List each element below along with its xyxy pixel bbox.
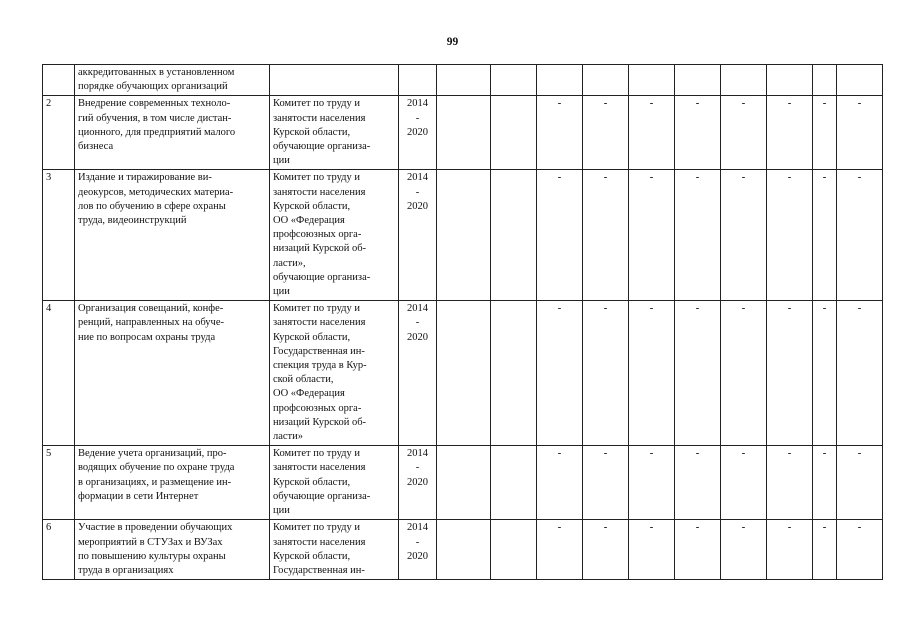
- row-number: 6: [43, 520, 75, 580]
- executor-line: Курской области,: [273, 200, 351, 212]
- period-line: 2014: [407, 448, 428, 460]
- value-cell: -: [813, 96, 837, 170]
- value-cell: [491, 301, 537, 446]
- event-line: труда в организациях: [78, 564, 174, 576]
- value-cell: -: [675, 446, 721, 520]
- value-cell: -: [629, 96, 675, 170]
- executor-cell: [270, 301, 399, 446]
- value-cell: -: [813, 520, 837, 580]
- period-cell: [399, 520, 437, 580]
- table-row: [43, 65, 883, 96]
- event-line: лов по обучению в сфере охраны: [78, 200, 226, 212]
- executor-line: занятости населения: [273, 462, 366, 474]
- value-cell: -: [537, 96, 583, 170]
- executor-line: Комитет по труду и: [273, 448, 361, 460]
- executor-line: спекция труда в Кур-: [273, 360, 367, 372]
- row-number: 2: [43, 96, 75, 170]
- executor-line: Государственная ин-: [273, 564, 365, 576]
- executor-line: ласти»: [273, 431, 304, 443]
- value-cell: -: [767, 170, 813, 301]
- period-line: -: [415, 462, 420, 474]
- event-line: Издание и тиражирование ви-: [78, 172, 212, 184]
- period-cell: [399, 170, 437, 301]
- value-cell: -: [837, 96, 883, 170]
- row-number: 4: [43, 301, 75, 446]
- event-cell: [75, 301, 270, 446]
- value-cell: -: [583, 301, 629, 446]
- event-cell: [75, 65, 270, 96]
- event-cell: [75, 96, 270, 170]
- event-line: труда, видеоинструкций: [78, 215, 187, 227]
- period-line: 2020: [407, 126, 428, 138]
- executor-line: профсоюзных орга-: [273, 229, 362, 241]
- period-line: 2020: [407, 200, 428, 212]
- event-line: бизнеса: [78, 141, 114, 153]
- period-line: -: [415, 112, 420, 124]
- period-line: 2014: [407, 522, 428, 534]
- value-cell: -: [675, 170, 721, 301]
- executor-line: Государственная ин-: [273, 345, 365, 357]
- value-cell: -: [837, 446, 883, 520]
- event-line: водящих обучение по охране труда: [78, 462, 235, 474]
- executor-line: Курской области,: [273, 331, 351, 343]
- event-line: порядке обучающих организаций: [78, 81, 228, 93]
- executor-line: Комитет по труду и: [273, 98, 361, 110]
- event-line: мероприятий в СТУЗах и ВУЗах: [78, 536, 223, 548]
- executor-cell: [270, 170, 399, 301]
- executor-line: низаций Курской об-: [273, 416, 367, 428]
- event-line: аккредитованных в установленном: [78, 67, 235, 78]
- table-row: [43, 96, 883, 170]
- value-cell: -: [837, 170, 883, 301]
- value-cell: -: [767, 96, 813, 170]
- executor-line: занятости населения: [273, 112, 366, 124]
- table-row: [43, 301, 883, 446]
- value-cell: -: [583, 170, 629, 301]
- executor-line: ОО «Федерация: [273, 215, 345, 227]
- executor-line: занятости населения: [273, 536, 366, 548]
- value-cell: -: [721, 170, 767, 301]
- event-line: ние по вопросам охраны труда: [78, 331, 216, 343]
- value-cell: -: [721, 96, 767, 170]
- value-cell: -: [583, 520, 629, 580]
- period-line: -: [415, 317, 420, 329]
- event-line: гий обучения, в том числе дистан-: [78, 112, 232, 124]
- value-cell: -: [537, 446, 583, 520]
- event-line: деокурсов, методических материа-: [78, 186, 234, 198]
- value-cell: -: [767, 446, 813, 520]
- value-cell: -: [537, 301, 583, 446]
- period-cell: [399, 301, 437, 446]
- executor-line: профсоюзных орга-: [273, 402, 362, 414]
- value-cell: [437, 65, 491, 96]
- event-line: Внедрение современных техноло-: [78, 98, 231, 110]
- executor-line: обучающие организа-: [273, 490, 371, 502]
- period-line: 2020: [407, 550, 428, 562]
- value-cell: -: [629, 170, 675, 301]
- value-cell: [437, 170, 491, 301]
- value-cell: [437, 301, 491, 446]
- value-cell: [437, 446, 491, 520]
- table-body: [43, 65, 883, 580]
- value-cell: -: [767, 301, 813, 446]
- event-line: Участие в проведении обучающих: [78, 522, 233, 534]
- value-cell: [629, 65, 675, 96]
- table-row: [43, 446, 883, 520]
- event-line: ренций, направленных на обуче-: [78, 317, 224, 329]
- value-cell: -: [629, 301, 675, 446]
- row-number: 3: [43, 170, 75, 301]
- value-cell: [437, 520, 491, 580]
- executor-cell: [270, 520, 399, 580]
- event-line: по повышению культуры охраны: [78, 550, 226, 562]
- executor-cell: [270, 96, 399, 170]
- value-cell: -: [583, 446, 629, 520]
- table-row: [43, 520, 883, 580]
- value-cell: [491, 446, 537, 520]
- executor-line: ской области,: [273, 374, 334, 386]
- period-cell: [399, 446, 437, 520]
- event-line: в организациях, и размещение ин-: [78, 476, 232, 488]
- executor-line: обучающие организа-: [273, 141, 371, 153]
- row-number: [43, 65, 75, 96]
- executor-cell: [270, 65, 399, 96]
- value-cell: [491, 96, 537, 170]
- executor-cell: [270, 446, 399, 520]
- value-cell: -: [537, 170, 583, 301]
- event-line: Ведение учета организаций, про-: [78, 448, 227, 460]
- page-number: 99: [446, 36, 459, 48]
- value-cell: -: [537, 520, 583, 580]
- value-cell: -: [721, 301, 767, 446]
- value-cell: -: [813, 170, 837, 301]
- period-line: 2014: [407, 98, 428, 110]
- value-cell: -: [721, 446, 767, 520]
- period-line: 2014: [407, 172, 428, 184]
- executor-line: Комитет по труду и: [273, 172, 361, 184]
- executor-line: Комитет по труду и: [273, 303, 361, 315]
- event-cell: [75, 446, 270, 520]
- executor-line: ции: [273, 286, 290, 298]
- value-cell: [675, 65, 721, 96]
- value-cell: [813, 65, 837, 96]
- value-cell: -: [675, 520, 721, 580]
- value-cell: [437, 96, 491, 170]
- executor-line: Курской области,: [273, 476, 351, 488]
- value-cell: [491, 520, 537, 580]
- event-cell: [75, 520, 270, 580]
- executor-line: обучающие организа-: [273, 271, 371, 283]
- value-cell: -: [629, 446, 675, 520]
- executor-line: ции: [273, 505, 290, 517]
- value-cell: -: [813, 301, 837, 446]
- period-line: -: [415, 186, 420, 198]
- value-cell: [491, 170, 537, 301]
- period-line: -: [415, 536, 420, 548]
- executor-line: Курской области,: [273, 550, 351, 562]
- value-cell: [767, 65, 813, 96]
- period-cell: [399, 96, 437, 170]
- executor-line: Комитет по труду и: [273, 522, 361, 534]
- table-row: [43, 170, 883, 301]
- value-cell: -: [629, 520, 675, 580]
- event-line: Организация совещаний, конфе-: [78, 303, 224, 315]
- value-cell: -: [837, 301, 883, 446]
- value-cell: -: [813, 446, 837, 520]
- executor-line: занятости населения: [273, 186, 366, 198]
- program-table: [42, 64, 883, 580]
- row-number: 5: [43, 446, 75, 520]
- event-line: формации в сети Интернет: [78, 490, 199, 502]
- value-cell: -: [767, 520, 813, 580]
- value-cell: -: [837, 520, 883, 580]
- value-cell: -: [675, 301, 721, 446]
- period-line: 2020: [407, 476, 428, 488]
- period-line: 2020: [407, 331, 428, 343]
- period-cell: [399, 65, 437, 96]
- executor-line: ции: [273, 155, 290, 167]
- event-line: ционного, для предприятий малого: [78, 126, 236, 138]
- value-cell: -: [675, 96, 721, 170]
- event-cell: [75, 170, 270, 301]
- executor-line: низаций Курской об-: [273, 243, 367, 255]
- value-cell: [583, 65, 629, 96]
- executor-line: занятости населения: [273, 317, 366, 329]
- period-line: 2014: [407, 303, 428, 315]
- value-cell: [721, 65, 767, 96]
- value-cell: -: [583, 96, 629, 170]
- value-cell: [537, 65, 583, 96]
- value-cell: -: [721, 520, 767, 580]
- executor-line: ОО «Федерация: [273, 388, 345, 400]
- value-cell: [491, 65, 537, 96]
- executor-line: Курской области,: [273, 126, 351, 138]
- value-cell: [837, 65, 883, 96]
- executor-line: ласти»,: [273, 257, 306, 269]
